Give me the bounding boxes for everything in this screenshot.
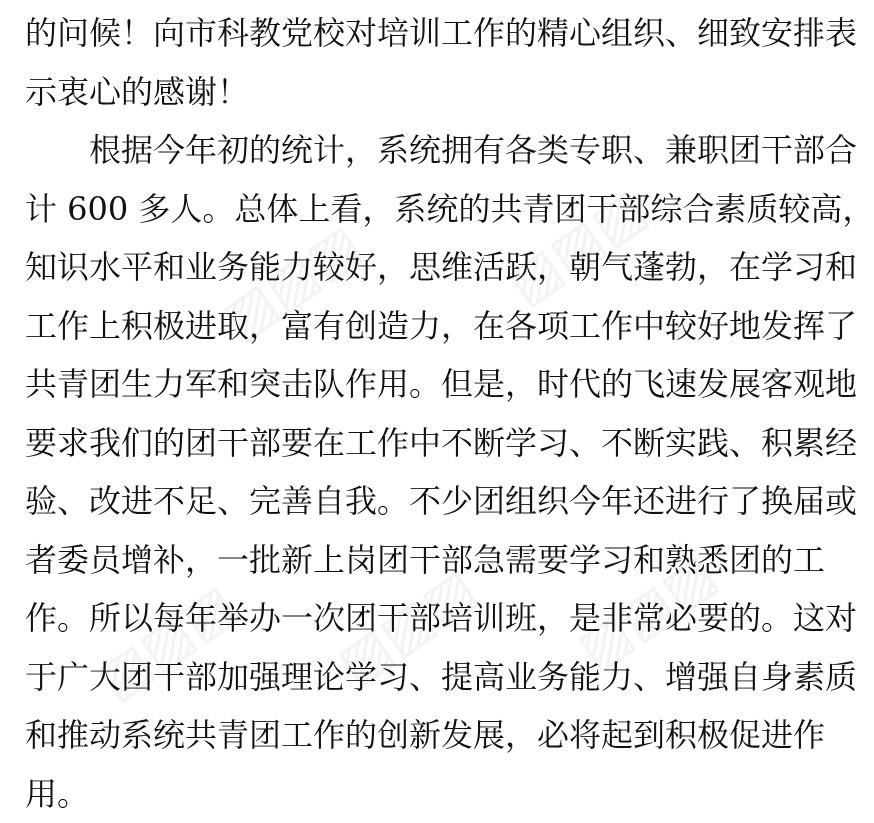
text-line: 工作上积极进取，富有创造力，在各项工作中较好地发挥了 [25,297,785,356]
watermark-mark: ▨▨▨ [211,212,373,351]
text-line: 计 600 多人。总体上看，系统的共青团干部综合素质较高， [25,180,785,239]
text-line: 于广大团干部加强理论学习、提高业务能力、增强自身素质 [25,648,785,707]
watermark-mark: ▨▨▨ [86,572,248,711]
text-line: 要求我们的团干部要在工作中不断学习、不断实践、积累经 [25,414,785,473]
text-line: 示衷心的感谢！ [25,63,785,122]
text-line: 和推动系统共青团工作的创新发展，必将起到积极促进作 [25,706,785,765]
text-line: 知识水平和业务能力较好，思维活跃，朝气蓬勃，在学习和 [25,238,785,297]
text-line: 根据今年初的统计，系统拥有各类专职、兼职团干部合 [25,121,785,180]
text-line: 者委员增补，一批新上岗团干部急需要学习和熟悉团的工 [25,531,785,590]
text-line: 用。 [25,765,785,823]
body-text [25,4,785,823]
text-line: 验、改进不足、完善自我。不少团组织今年还进行了换届或 [25,472,785,531]
text-line: 共青团生力军和突击队作用。但是，时代的飞速发展客观地 [25,355,785,414]
watermark-mark: ▨▨▨ [566,542,728,681]
text-line: 的问候！向市科教党校对培训工作的精心组织、细致安排表 [25,4,785,63]
watermark-mark: ▨▨▨ [326,557,488,696]
watermark-mark: ▨▨▨ [496,177,658,316]
text-line: 作。所以每年举办一次团干部培训班，是非常必要的。这对 [25,589,785,648]
